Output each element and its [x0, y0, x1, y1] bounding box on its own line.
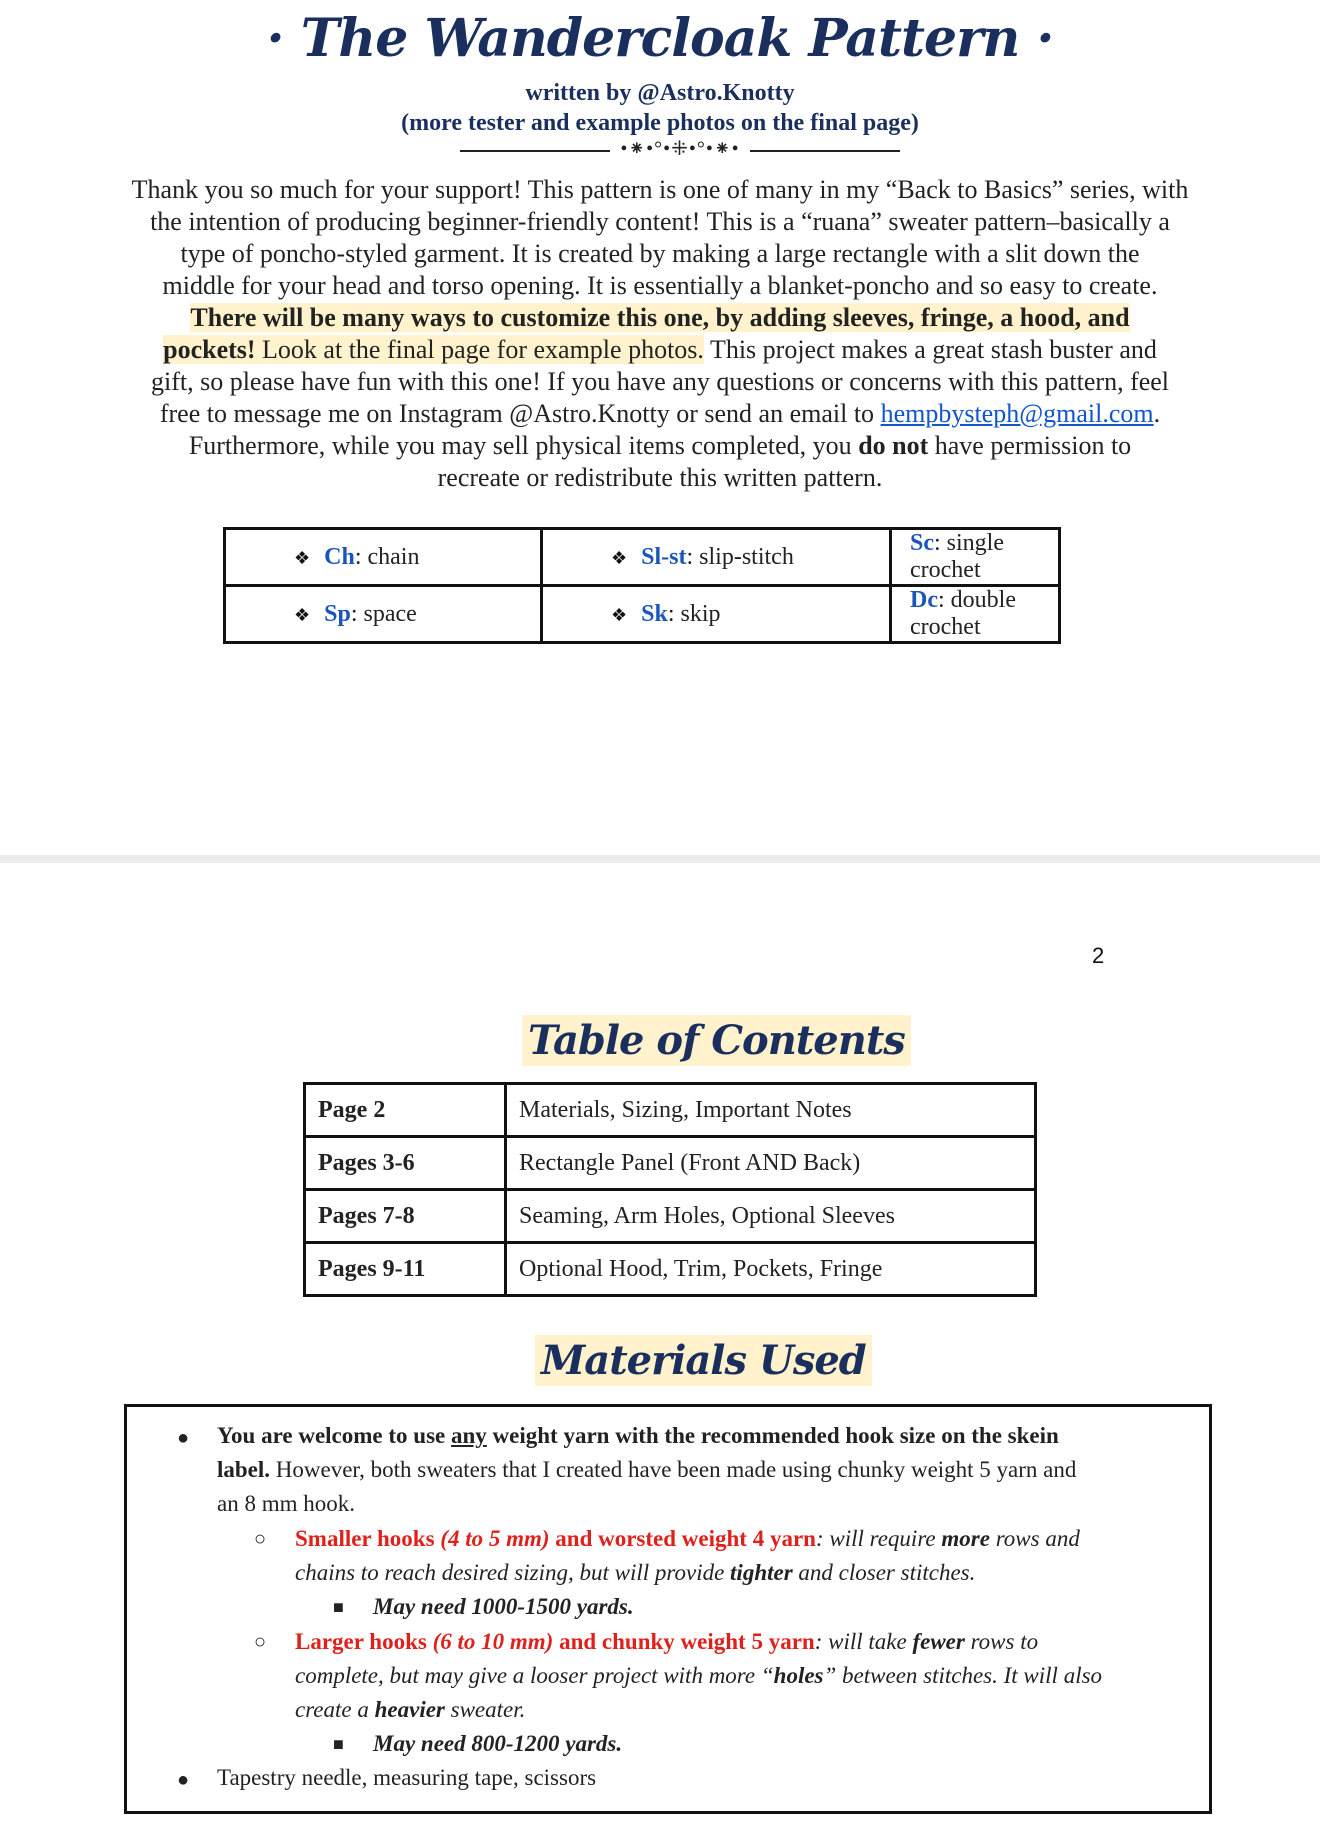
toc-heading: Table of Contents — [522, 1015, 911, 1066]
mat-text: and chunky weight 5 yarn — [553, 1629, 815, 1654]
author-line: written by @Astro.Knotty — [525, 80, 795, 106]
abbr-key: Sc — [910, 530, 934, 556]
mat-text: sweater. — [444, 1697, 526, 1722]
mat-text: and worsted weight 4 yarn — [549, 1526, 816, 1551]
sub-bullet-icon: ○ — [254, 1528, 267, 1550]
mat-text: rows to — [964, 1629, 1039, 1654]
intro-text: . — [1153, 399, 1161, 428]
mat-text: chains to reach desired sizing, but will provide — [295, 1560, 731, 1585]
abbr-key: Sk — [641, 600, 668, 627]
toc-desc: Optional Hood, Trim, Pockets, Fringe — [506, 1243, 1036, 1296]
list-item-line — [295, 1522, 1080, 1556]
abbr-desc: : space — [350, 600, 417, 627]
mat-text: : will take — [814, 1629, 913, 1654]
table-row — [305, 1243, 1036, 1296]
list-item-line — [217, 1487, 355, 1521]
table-row — [305, 1190, 1036, 1243]
page-2 — [0, 863, 1320, 1826]
intro-line: middle for your head and torso opening. It is essentially a blanket-poncho and so easy to create. — [162, 271, 1158, 300]
ornament-divider — [460, 136, 900, 166]
pattern-title: · The Wandercloak Pattern · — [266, 8, 1054, 69]
intro-line — [80, 398, 1240, 430]
abbr-desc: : double crochet — [910, 587, 1016, 640]
intro-text: free to message me on Instagram @Astro.Knotty or send an email to — [159, 399, 881, 428]
materials-heading: Materials Used — [535, 1335, 872, 1386]
page-number: 2 — [1092, 943, 1105, 968]
toc-table — [303, 1082, 1037, 1297]
abbr-key: Sp — [324, 600, 351, 627]
mat-text: ” between stitches. It will also — [823, 1663, 1103, 1688]
mat-text: any — [451, 1423, 487, 1448]
list-item-line — [295, 1659, 1102, 1693]
diamond-icon: ❖ — [611, 547, 628, 568]
list-item-line — [217, 1453, 1076, 1487]
abbr-desc: : chain — [354, 543, 420, 570]
abbr-desc: : skip — [667, 600, 721, 627]
abbr-cell — [542, 586, 891, 643]
mat-text: label. — [217, 1457, 271, 1482]
mat-text: heavier — [374, 1697, 445, 1722]
abbr-key: Sl-st — [641, 543, 687, 570]
byline — [0, 78, 1320, 138]
toc-pages: Page 2 — [305, 1084, 506, 1137]
intro-line: type of poncho-styled garment. It is created by making a large rectangle with a slit down the — [180, 239, 1140, 268]
ornament-glyphs: •⁕•°•⁜•°•⁕• — [620, 138, 740, 160]
abbr-desc: : single crochet — [910, 530, 1004, 583]
mat-text: fewer — [912, 1629, 965, 1654]
mat-text: You are welcome to use — [217, 1423, 451, 1448]
mat-text: (6 to 10 mm) — [432, 1629, 554, 1654]
intro-paragraph — [80, 174, 1240, 494]
abbr-cell — [225, 586, 542, 643]
toc-pages: Pages 3-6 — [305, 1137, 506, 1190]
mat-text: complete, but may give a looser project with more “ — [295, 1663, 774, 1688]
list-item-line: May need 1000-1500 yards. — [373, 1594, 634, 1619]
intro-line — [80, 334, 1240, 366]
intro-line: gift, so please have fun with this one! If you have any questions or concerns with this pattern, feel — [150, 367, 1170, 396]
abbreviations-table — [223, 527, 1061, 644]
list-item-line: Tapestry needle, measuring tape, scissors — [217, 1765, 597, 1790]
diamond-icon: ❖ — [294, 547, 311, 568]
toc-pages: Pages 7-8 — [305, 1190, 506, 1243]
table-row — [305, 1137, 1036, 1190]
email-link[interactable]: hempbysteph@gmail.com — [880, 399, 1154, 428]
abbr-key: Dc — [910, 587, 938, 613]
toc-pages: Pages 9-11 — [305, 1243, 506, 1296]
mat-text: weight yarn with the recommended hook size on the skein — [486, 1423, 1059, 1448]
intro-text: have permission to — [928, 431, 1132, 460]
highlight-plain: Look at the final page for example photos. — [255, 335, 704, 364]
table-row — [305, 1084, 1036, 1137]
list-item-line: May need 800-1200 yards. — [373, 1731, 623, 1756]
list-item-line — [295, 1693, 525, 1727]
mat-text: Smaller hooks — [295, 1526, 441, 1551]
abbr-desc: : slip-stitch — [686, 543, 794, 570]
mat-text: : will require — [815, 1526, 942, 1551]
intro-line: recreate or redistribute this written pattern. — [437, 463, 883, 492]
abbr-key: Ch — [324, 543, 355, 570]
page-1 — [0, 0, 1320, 860]
mat-text: rows and — [989, 1526, 1080, 1551]
materials-box — [124, 1404, 1212, 1814]
mat-text: and closer stitches. — [792, 1560, 976, 1585]
highlight-bold: pockets! — [163, 335, 256, 364]
diamond-icon: ❖ — [294, 604, 311, 625]
intro-line: Thank you so much for your support! This pattern is one of many in my “Back to Basics” series, with — [131, 175, 1189, 204]
intro-text: Furthermore, while you may sell physical items completed, you — [188, 431, 859, 460]
square-bullet-icon: ■ — [333, 1597, 344, 1617]
abbr-cell — [891, 586, 1060, 643]
do-not-text: do not — [858, 431, 929, 460]
abbr-cell — [225, 529, 542, 586]
intro-line — [80, 430, 1240, 462]
sub-bullet-icon: ○ — [254, 1631, 267, 1653]
list-item-line — [217, 1419, 1059, 1453]
intro-text: This project makes a great stash buster and — [703, 335, 1157, 364]
toc-desc: Rectangle Panel (Front AND Back) — [506, 1137, 1036, 1190]
mat-text: Larger hooks — [295, 1629, 433, 1654]
bullet-icon: ● — [177, 1769, 190, 1791]
mat-text: holes — [773, 1663, 824, 1688]
diamond-icon: ❖ — [611, 604, 628, 625]
toc-desc: Materials, Sizing, Important Notes — [506, 1084, 1036, 1137]
highlight-customize: There will be many ways to customize this one, by adding sleeves, fringe, a hood, and — [190, 303, 1130, 332]
photos-note: (more tester and example photos on the final page) — [401, 110, 919, 136]
table-row — [225, 529, 1060, 586]
mat-text: However, both sweaters that I created have been made using chunky weight 5 yarn and — [270, 1457, 1077, 1482]
list-item-line — [295, 1625, 1038, 1659]
toc-desc: Seaming, Arm Holes, Optional Sleeves — [506, 1190, 1036, 1243]
highlight-pockets — [163, 335, 704, 364]
mat-text: (4 to 5 mm) — [440, 1526, 550, 1551]
square-bullet-icon: ■ — [333, 1734, 344, 1754]
mat-text: create a — [295, 1697, 375, 1722]
table-row — [225, 586, 1060, 643]
bullet-icon: ● — [177, 1427, 190, 1449]
abbr-cell — [891, 529, 1060, 586]
intro-line — [80, 302, 1240, 334]
mat-text: an 8 mm hook. — [217, 1491, 355, 1516]
mat-text: more — [941, 1526, 990, 1551]
page-separator — [0, 855, 1320, 863]
list-item-line — [295, 1556, 975, 1590]
mat-text: tighter — [730, 1560, 793, 1585]
intro-line: the intention of producing beginner-friendly content! This is a “ruana” sweater pattern–basically a — [150, 207, 1170, 236]
abbr-cell — [542, 529, 891, 586]
